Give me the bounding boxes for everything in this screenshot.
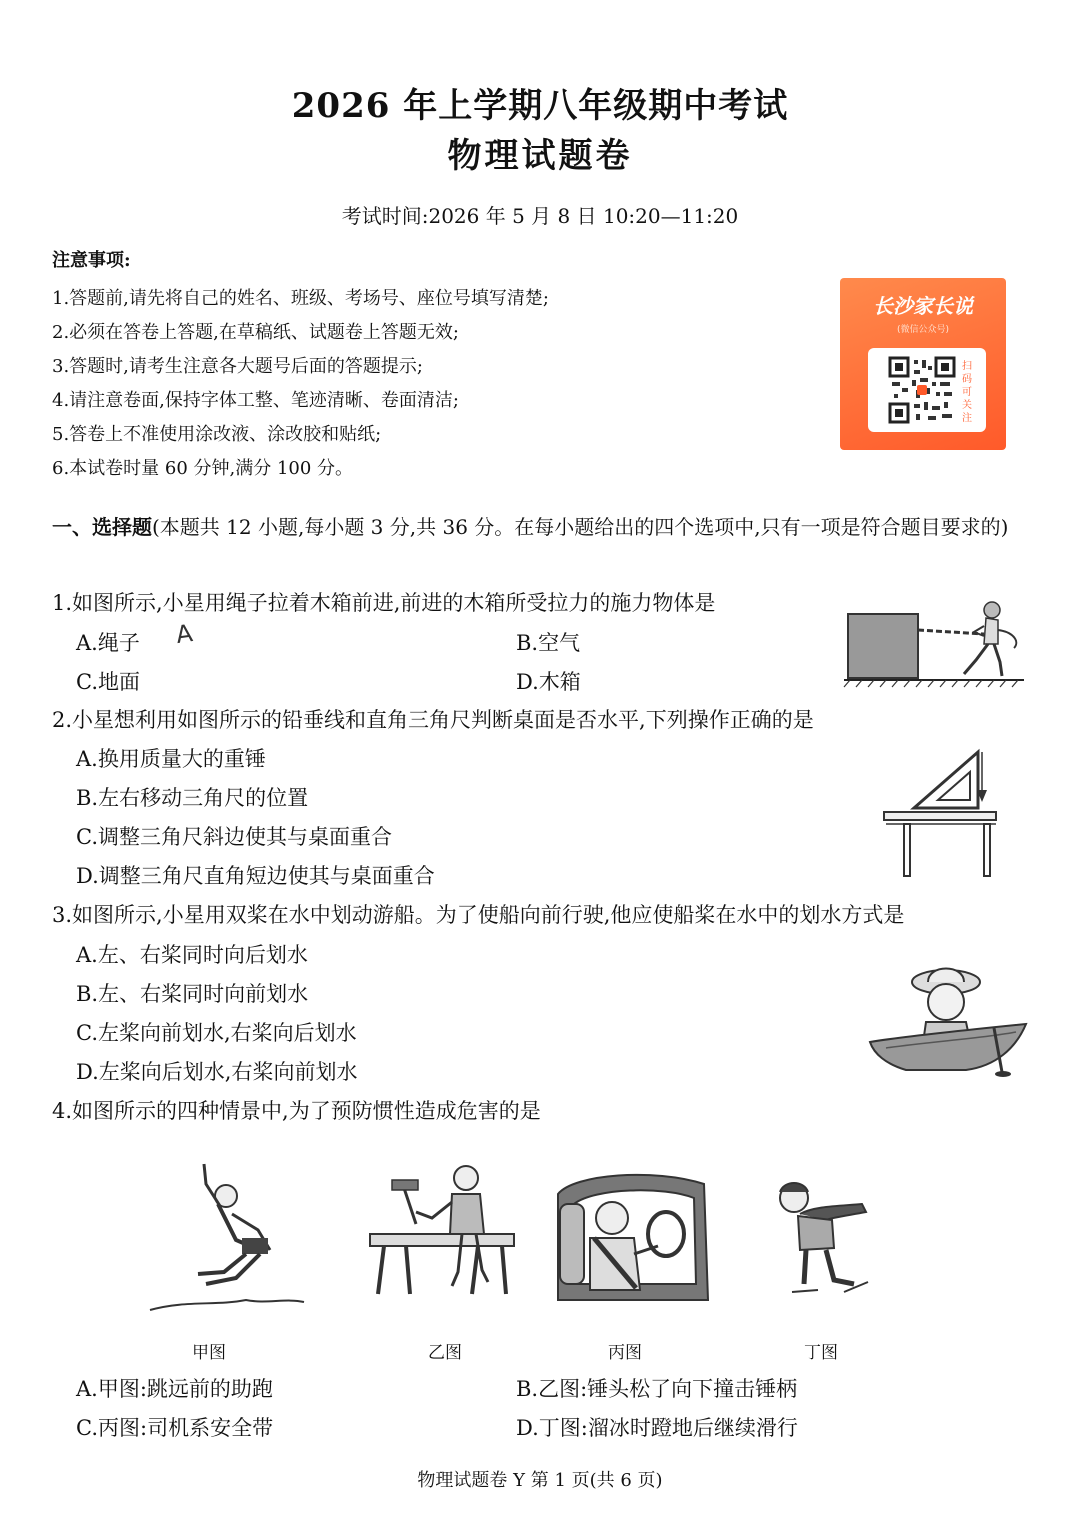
qr-badge-subtitle: (微信公众号) xyxy=(896,325,950,335)
question-1-option-b[interactable]: B.空气 xyxy=(516,631,581,655)
question-4-option-d[interactable]: D.丁图:溜冰时蹬地后继续滑行 xyxy=(516,1416,798,1440)
question-2-stem: 2.小星想利用如图所示的铅垂线和直角三角尺判断桌面是否水平,下列操作正确的是 xyxy=(52,708,814,732)
question-3-option-a[interactable]: A.左、右桨同时向后划水 xyxy=(76,943,308,967)
question-4-option-c[interactable]: C.丙图:司机系安全带 xyxy=(76,1416,274,1440)
exam-subtitle: 物理试题卷 xyxy=(447,136,633,176)
notes-heading: 注意事项: xyxy=(52,250,131,271)
note-item: 5.答卷上不准使用涂改液、涂改胶和贴纸; xyxy=(52,424,382,445)
note-item: 4.请注意卷面,保持字体工整、笔迹清晰、卷面清洁; xyxy=(52,390,459,411)
question-1-option-a[interactable]: A.绳子 xyxy=(76,631,140,655)
section-heading xyxy=(52,508,1032,546)
exam-time: 考试时间:2026 年 5 月 8 日 10:20—11:20 xyxy=(341,204,739,228)
question-4-option-b[interactable]: B.乙图:锤头松了向下撞击锤柄 xyxy=(516,1377,798,1401)
question-4-stem: 4.如图所示的四种情景中,为了预防惯性造成危害的是 xyxy=(52,1099,541,1123)
question-3-option-d[interactable]: D.左桨向后划水,右桨向前划水 xyxy=(76,1060,358,1084)
qr-badge-title: 长沙家长说 xyxy=(873,294,973,318)
question-3-option-b[interactable]: B.左、右桨同时向前划水 xyxy=(76,982,309,1006)
question-3-stem: 3.如图所示,小星用双桨在水中划动游船。为了使船向前行驶,他应使船桨在水中的划水方式是 xyxy=(52,903,905,927)
page-footer: 物理试题卷 Y 第 1 页(共 6 页) xyxy=(417,1470,663,1491)
question-4-option-a[interactable]: A.甲图:跳远前的助跑 xyxy=(76,1377,273,1401)
question-4-figure-ding xyxy=(770,1176,882,1304)
question-1-option-d[interactable]: D.木箱 xyxy=(516,670,581,694)
note-item: 1.答题前,请先将自己的姓名、班级、考场号、座位号填写清楚; xyxy=(52,288,549,309)
question-3-option-c[interactable]: C.左桨向前划水,右桨向后划水 xyxy=(76,1021,357,1045)
question-4-figure-yi xyxy=(366,1162,518,1302)
question-1-option-c[interactable]: C.地面 xyxy=(76,670,140,694)
section-description: (本题共 12 小题,每小题 3 分,共 36 分。在每小题给出的四个选项中,只有一项是符合题目要求的) xyxy=(152,515,1009,539)
question-2-option-c[interactable]: C.调整三角尺斜边使其与桌面重合 xyxy=(76,825,392,849)
section-title: 一、选择题 xyxy=(52,515,152,539)
handwritten-answer-mark: A xyxy=(174,618,195,650)
question-2-option-d[interactable]: D.调整三角尺直角短边使其与桌面重合 xyxy=(76,864,435,888)
figure-caption-yi: 乙图 xyxy=(428,1343,462,1363)
question-4-figure-jia xyxy=(146,1160,306,1316)
question-4-figure-bing xyxy=(554,1164,712,1302)
figure-caption-jia: 甲图 xyxy=(192,1343,226,1363)
question-2-figure xyxy=(882,748,1002,880)
question-2-option-b[interactable]: B.左右移动三角尺的位置 xyxy=(76,786,309,810)
question-3-figure xyxy=(866,958,1032,1078)
note-item: 2.必须在答卷上答题,在草稿纸、试题卷上答题无效; xyxy=(52,322,459,343)
question-1-stem: 1.如图所示,小星用绳子拉着木箱前进,前进的木箱所受拉力的施力物体是 xyxy=(52,591,716,615)
question-2-option-a[interactable]: A.换用质量大的重锤 xyxy=(76,747,266,771)
figure-caption-bing: 丙图 xyxy=(608,1343,642,1363)
note-item: 6.本试卷时量 60 分钟,满分 100 分。 xyxy=(52,458,354,479)
note-item: 3.答题时,请考生注意各大题号后面的答题提示; xyxy=(52,356,423,377)
question-1-figure xyxy=(844,596,1028,688)
exam-title: 2026 年上学期八年级期中考试 xyxy=(291,86,789,126)
qr-badge-side-text: 扫码可关注 xyxy=(962,361,972,424)
qr-code-icon xyxy=(888,356,956,424)
figure-caption-ding: 丁图 xyxy=(804,1343,838,1363)
